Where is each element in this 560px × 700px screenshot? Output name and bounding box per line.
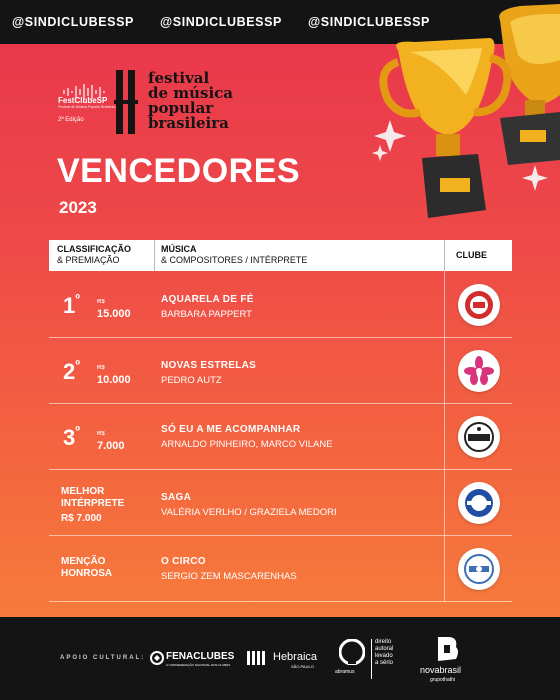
prize-amount: R$ 7.000 [97,431,125,452]
club-flower-pink-icon [458,350,500,392]
page-title: VENCEDORES [57,152,301,190]
club-paulistano-icon [458,416,500,458]
festival-logo [58,70,258,140]
logo-bars [114,70,140,134]
festival-title: festival de música popular brasileira [148,69,234,132]
edition-label: 2ª Edição [58,117,84,123]
abramus-tagline: direito autoral levado a sério [375,639,394,666]
club-sao-paulo-icon [458,548,500,590]
artist-name: PEDRO AUTZ [161,375,222,386]
placement: $3^º$ [63,423,80,450]
prize-amount: R$ 10.000 [97,365,131,386]
song-title: AQUARELA DE FÉ [161,294,254,305]
social-handle[interactable]: @SINDICLUBESSP [12,15,134,29]
trophies-illustration [370,0,560,230]
header-club: CLUBE [456,250,487,261]
sparkle-icon [372,145,388,161]
brand-name: FestClubeSP Festival de Música Popular Brasileira [58,96,116,109]
song-title: SAGA [161,492,192,503]
social-handle[interactable]: @SINDICLUBESSP [160,15,282,29]
award-label: MELHOR INTÉRPRETE [61,486,125,509]
sponsors-footer: APOIO CULTURAL: FENACLUBES A CONFEDERAÇÃO NACIONAL DOS CLUBES Hebraica SÃO PAULO abramus direito autoral levado a sério novabrasil grupothathi [0,617,560,700]
sparkle-icon [522,165,548,191]
song-title: NOVAS ESTRELAS [161,360,257,371]
club-tbc-blue-icon [458,482,500,524]
award-label: MENÇÃO HONROSA [61,556,113,579]
song-title: SÓ EU A ME ACOMPANHAR [161,424,301,435]
table-row [49,338,512,404]
social-handle[interactable]: @SINDICLUBESSP [308,15,430,29]
prize-amount: R$ 7.000 [61,513,102,524]
placement: $1^º$ [63,291,80,318]
apoio-label: APOIO CULTURAL: [60,655,146,661]
hebraica-icon [247,651,271,665]
year-label: 2023 [59,198,97,217]
prize-amount: R$ 15.000 [97,299,131,320]
placement: $2^º$ [63,357,80,384]
artist-name: SERGIO ZEM MASCARENHAS [161,571,297,582]
artist-name: ARNALDO PINHEIRO, MARCO VILANE [161,439,333,450]
table-row [49,536,512,602]
header-music: MÚSICA & COMPOSITORES / INTÉRPRETE [161,244,307,266]
song-title: O CIRCO [161,556,206,567]
table-row [49,470,512,536]
table-row [49,404,512,470]
sparkle-icon [374,120,406,152]
table-header [49,240,512,271]
trophy-icon [383,38,507,218]
club-crest-red-icon [458,284,500,326]
artist-name: VALÉRIA VERLHO / GRAZIELA MEDORI [161,507,337,518]
abramus-icon [339,639,365,665]
table-row [49,272,512,338]
fenaclubes-icon [150,651,164,665]
header-classification: CLASSIFICAÇÃO & PREMIAÇÃO [57,244,131,265]
novabrasil-icon [434,635,462,663]
artist-name: BARBARA PAPPERT [161,309,252,320]
